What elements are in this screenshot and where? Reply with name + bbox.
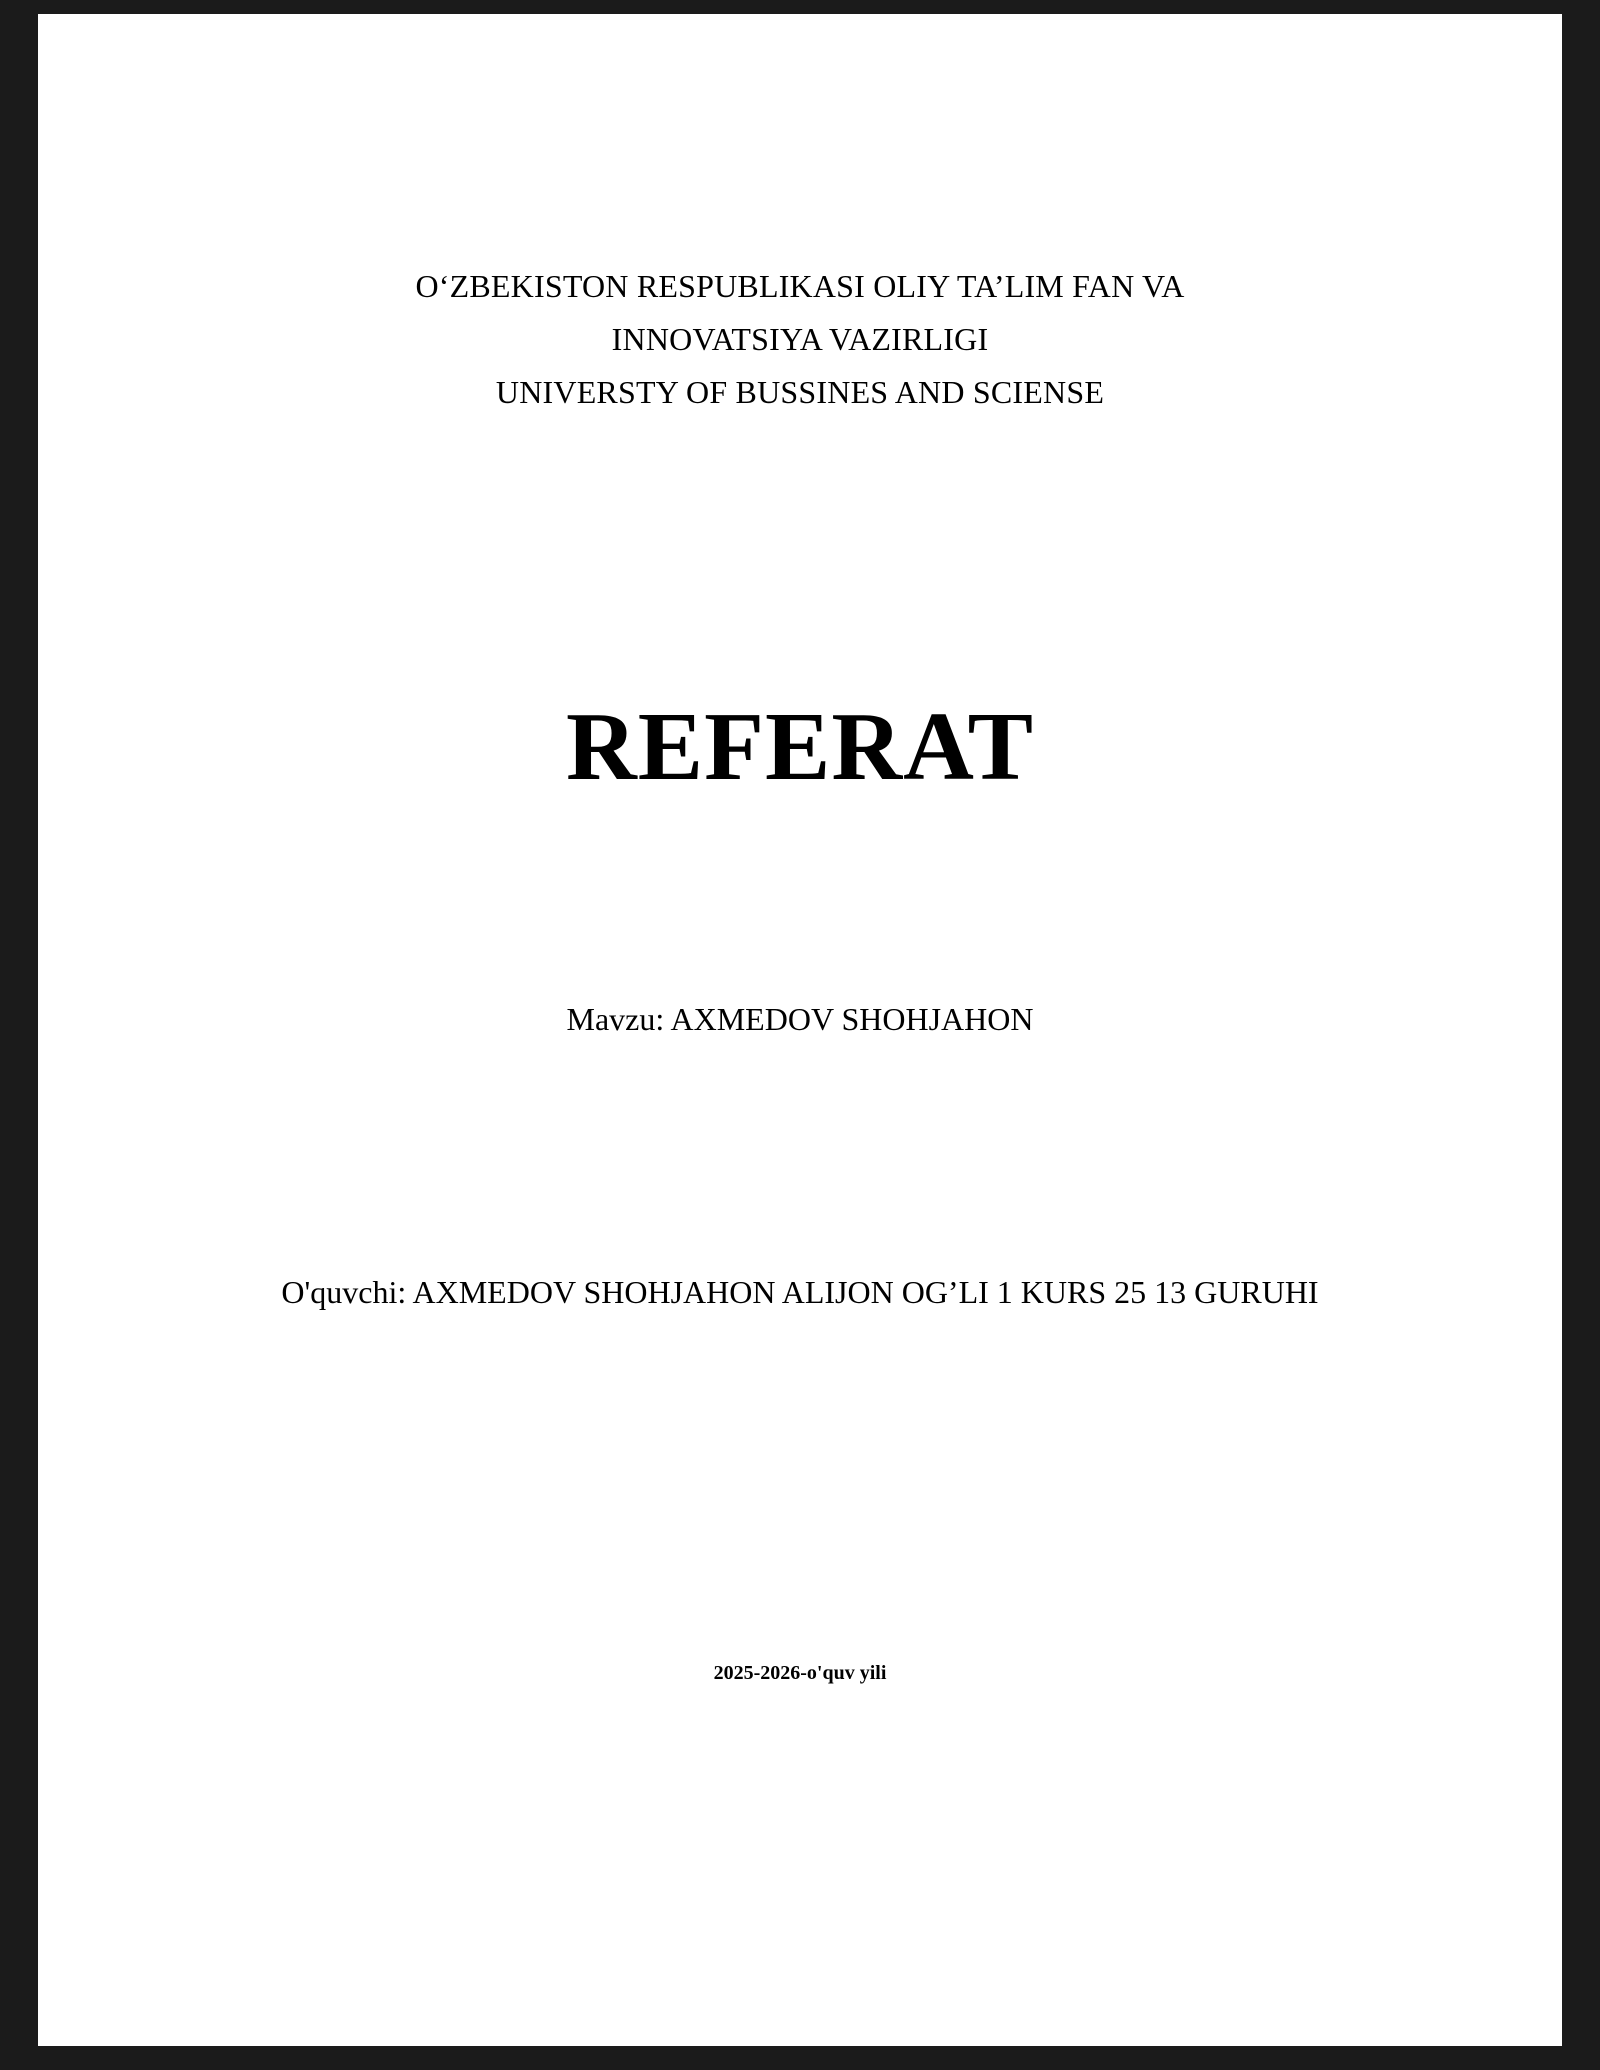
author-line: O'quvchi: AXMEDOV SHOHJAHON ALIJON OG’LI 1 KURS 25 13 GURUHI [281, 1274, 1319, 1310]
academic-year-block [60, 1660, 1540, 1686]
document-page [38, 14, 1562, 2046]
institution-heading-line-2: INNOVATSIYA VAZIRLIGI [611, 321, 989, 357]
institution-heading [60, 260, 1540, 419]
page-content-area [60, 42, 1540, 2018]
document-title-block [60, 692, 1540, 802]
institution-heading-line-3: UNIVERSTY OF BUSSINES AND SCIENSE [495, 374, 1105, 410]
subject-block [60, 997, 1540, 1041]
page-title: REFERAT [565, 693, 1034, 801]
institution-heading-line-1: O‘ZBEKISTON RESPUBLIKASI OLIY TA’LIM FAN VA [415, 268, 1185, 304]
author-block [240, 1270, 1360, 1315]
academic-year-line: 2025-2026-o'quv yili [713, 1662, 887, 1684]
subject-line: Mavzu: AXMEDOV SHOHJAHON [566, 1001, 1034, 1037]
cover-page-body [60, 42, 1540, 2018]
